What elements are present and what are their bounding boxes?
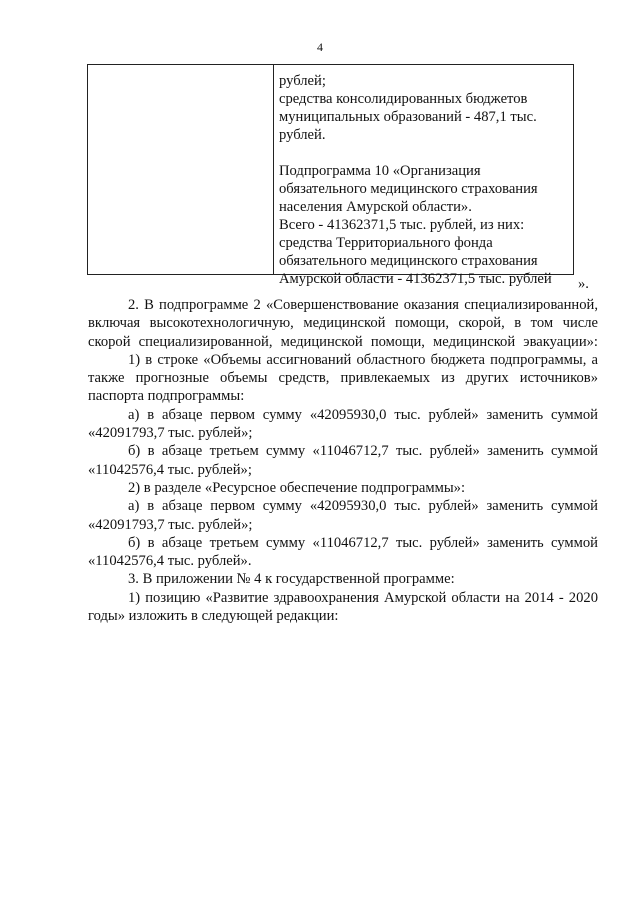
table-line: рублей; <box>279 73 326 89</box>
paragraph-subitem-b: б) в абзаце третьем сумму «11046712,7 тыс. рублей» заменить суммой «11042576,4 тыс. рублей». <box>88 534 598 570</box>
table-line: населения Амурской области». <box>279 199 472 215</box>
page-number: 4 <box>317 40 323 54</box>
table-line: обязательного медицинского страхования <box>279 253 538 269</box>
paragraph-subitem-a: а) в абзаце первом сумму «42095930,0 тыс. рублей» заменить суммой «42091793,7 тыс. рублей»; <box>88 498 598 533</box>
table-line: муниципальных образований - 487,1 тыс. <box>279 109 537 125</box>
paragraph-item-3: 3. В приложении № 4 к государственной программе: <box>128 571 455 588</box>
table-line: средства Территориального фонда <box>279 235 493 251</box>
table-line: обязательного медицинского страхования <box>279 181 538 197</box>
table-line: Подпрограмма 10 «Организация <box>279 163 481 179</box>
paragraph-subitem-b: б) в абзаце третьем сумму «11046712,7 тыс. рублей» заменить суммой «11042576,4 тыс. рублей»; <box>88 443 598 478</box>
paragraph-subitem-1: 1) позицию «Развитие здравоохранения Амурской области на 2014 - 2020 годы» изложить в следующей редакции: <box>88 589 598 625</box>
paragraph-subitem-2: 2) в разделе «Ресурсное обеспечение подпрограммы»: <box>128 479 465 496</box>
table-column-divider <box>273 65 274 274</box>
table-right-cell <box>279 72 569 288</box>
closing-quote: ». <box>578 276 589 292</box>
document-body <box>88 296 598 625</box>
paragraph-subitem-1: 1) в строке «Объемы ассигнований областного бюджета подпрограммы, а также прогнозные объемы средств, привлекаемых из других источников» паспорта подпрограммы: <box>88 351 598 405</box>
passport-table <box>87 64 574 287</box>
table-line: рублей. <box>279 127 326 143</box>
paragraph-item-2: 2. В подпрограмме 2 «Совершенствование оказания специализированной, включая высокотехнологичную, медицинской помощи, скорой, в том числе скорой специализированной, медицинской помощи, медицинской эвакуации»: <box>88 297 598 350</box>
table-line: Всего - 41362371,5 тыс. рублей, из них: <box>279 217 525 233</box>
table-line: средства консолидированных бюджетов <box>279 91 528 107</box>
paragraph-subitem-a: а) в абзаце первом сумму «42095930,0 тыс. рублей» заменить суммой «42091793,7 тыс. рублей»; <box>88 406 598 442</box>
table-line: Амурской области - 41362371,5 тыс. рублей <box>279 271 552 287</box>
